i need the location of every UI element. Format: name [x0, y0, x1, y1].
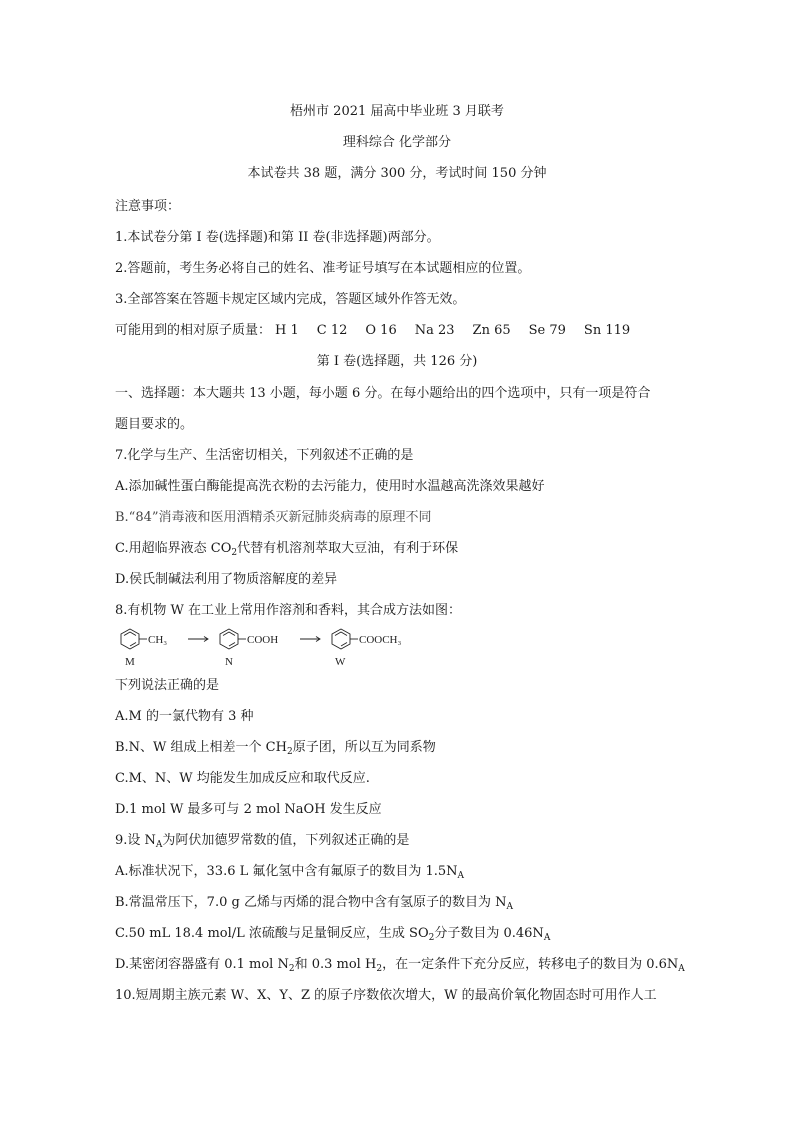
section-instruction: 一、选择题：本大题共 13 小题，每小题 6 分。在每小题给出的四个选项中，只有一项是符合: [115, 386, 651, 401]
synthesis-scheme-diagram: [116, 626, 426, 670]
q7-option-a: A.添加碱性蛋白酶能提高洗衣粉的去污能力，使用时水温越高洗涤效果越好: [115, 479, 545, 494]
atomic-mass-item: Zn 65: [472, 323, 511, 338]
q7-option-c: C.用超临界液态 $CO_2$代替有机溶剂萃取大豆油，有利于环保: [115, 541, 459, 558]
note-item: 3.全部答案在答题卡规定区域内完成，答题区域外作答无效。: [115, 292, 466, 307]
label-w: W: [335, 656, 346, 668]
label-n: N: [225, 656, 233, 668]
m-substituent: CH₃: [148, 634, 168, 646]
note-item: 2.答题前，考生务必将自己的姓名、准考证号填写在本试题相应的位置。: [115, 261, 531, 276]
label-m: M: [125, 656, 135, 668]
section-instruction-cont: 题目要求的。: [115, 417, 194, 432]
q7-stem: 7.化学与生产、生活密切相关，下列叙述不正确的是: [115, 448, 414, 463]
atomic-mass-item: Na 23: [414, 323, 455, 338]
q8-option-c: C.M、N、W 均能发生加成反应和取代反应.: [115, 771, 370, 786]
atomic-mass-item: H 1: [275, 323, 299, 338]
q9-option-d: D.某密闭容器盛有 0.1 mol $N_2$和 0.3 mol $H_2$，在一定条件下充分反应，转移电子的数目为 $0.6N_A$: [115, 957, 685, 974]
q9-option-b: B.常温常压下，7.0 g 乙烯与丙烯的混合物中含有氢原子的数目为 $N_A$: [115, 895, 513, 912]
atomic-mass-item: Se 79: [528, 323, 566, 338]
q8-option-a: A.M 的一氯代物有 3 种: [115, 709, 254, 724]
q7-option-b: B.“84”消毒液和医用酒精杀灭新冠肺炎病毒的原理不同: [115, 510, 432, 525]
atomic-masses-label: 可能用到的相对原子质量：: [115, 323, 272, 338]
q9-option-a: A.标准状况下，33.6 L 氟化氢中含有氟原子的数目为 $1.5N_A$: [115, 864, 465, 881]
q7-option-d: D.侯氏制碱法利用了物质溶解度的差异: [115, 572, 338, 587]
notes-heading: 注意事项：: [115, 199, 181, 214]
q8-sub-stem: 下列说法正确的是: [115, 678, 220, 693]
q8-option-d: D.1 mol W 最多可与 2 mol NaOH 发生反应: [115, 802, 382, 817]
section-title: 第 I 卷(选择题，共 126 分): [316, 354, 478, 369]
n-substituent: COOH: [247, 634, 279, 646]
atomic-mass-item: Sn 119: [583, 323, 631, 338]
w-substituent: COOCH₃: [359, 634, 402, 646]
q10-stem: 10.短周期主族元素 W、X、Y、Z 的原子序数依次增大，W 的最高价氧化物固态时可用作人工: [115, 988, 657, 1003]
q8-stem: 8.有机物 W 在工业上常用作溶剂和香料，其合成方法如图：: [115, 603, 462, 618]
atomic-mass-item: C 12: [316, 323, 348, 338]
synthesis-scheme: [116, 626, 426, 670]
q8-option-b: B.N、W 组成上相差一个 $CH_2$原子团，所以互为同系物: [115, 740, 436, 757]
note-item: 1.本试卷分第 I 卷(选择题)和第 II 卷(非选择题)两部分。: [115, 230, 440, 245]
atomic-mass-item: O 16: [365, 323, 397, 338]
exam-info: 本试卷共 38 题，满分 300 分，考试时间 150 分钟: [247, 166, 547, 181]
exam-subject: 理科综合 化学部分: [342, 135, 452, 150]
atomic-masses: [115, 322, 630, 340]
exam-title: 梧州市 2021 届高中毕业班 3 月联考: [290, 104, 504, 119]
q9-stem: 9.设 $N_A$为阿伏加德罗常数的值，下列叙述正确的是: [115, 833, 410, 850]
q9-option-c: C.50 mL 18.4 mol/L 浓硫酸与足量铜反应，生成 $SO_2$分子数目为 $0.46N_A$: [115, 926, 551, 943]
